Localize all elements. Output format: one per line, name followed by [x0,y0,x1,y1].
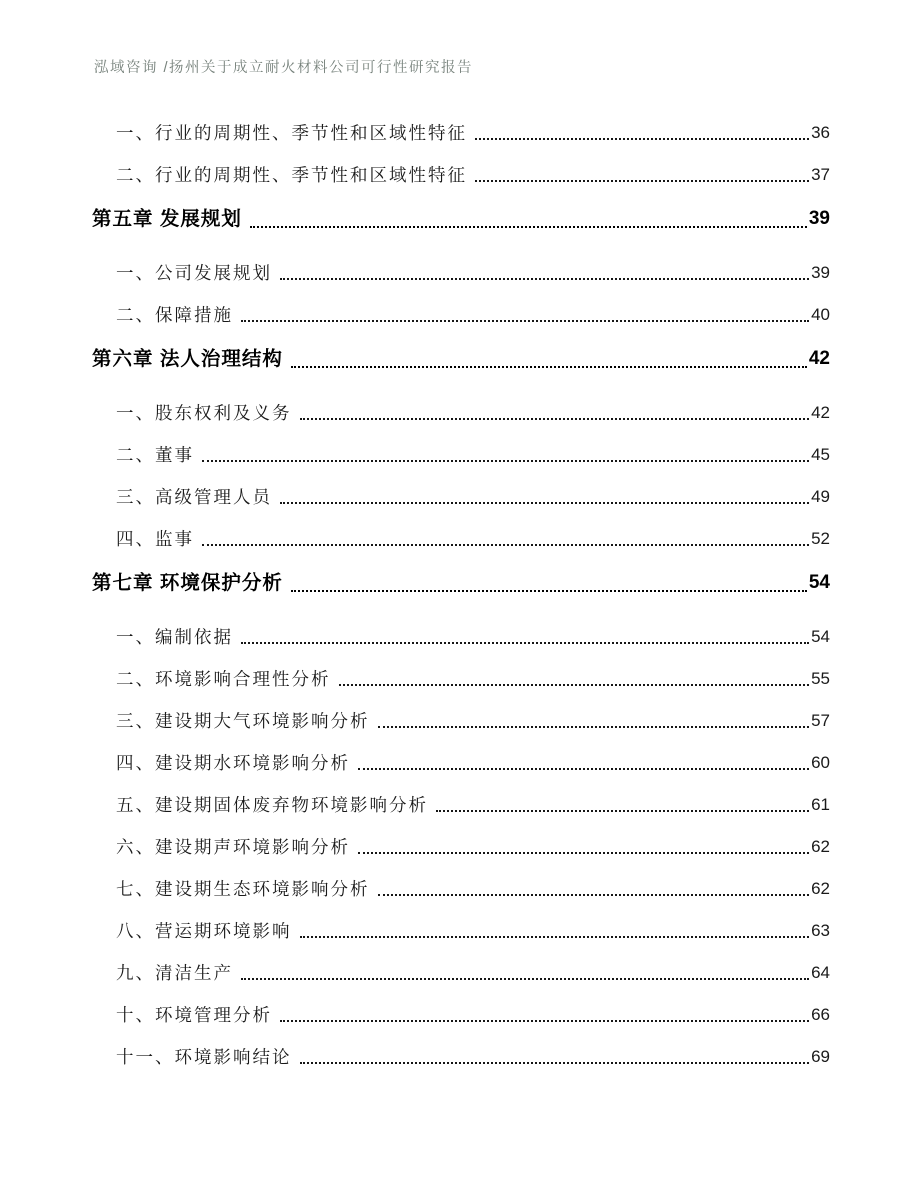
toc-entry-page: 62 [811,879,830,898]
toc-entry-sub[interactable] [92,919,830,943]
toc-entry-label: 二、董事 [116,445,194,465]
toc-entry-page: 60 [811,753,830,772]
toc-entry-sub[interactable] [92,485,830,509]
dotted-leader [241,642,809,644]
dotted-leader [241,320,809,322]
toc-entry-page: 54 [811,627,830,646]
toc-entry-label: 一、行业的周期性、季节性和区域性特征 [116,123,467,143]
toc-entry-label: 九、清洁生产 [116,963,233,983]
toc-entry-label: 二、保障措施 [116,305,233,325]
toc-entry-sub[interactable] [92,793,830,817]
dotted-leader [358,852,809,854]
toc-entry-sub[interactable] [92,401,830,425]
toc-entry-page: 54 [808,572,830,593]
toc-entry-sub[interactable] [92,163,830,187]
toc-entry-sub[interactable] [92,751,830,775]
toc-entry-sub[interactable] [92,527,830,551]
dotted-leader [291,366,807,368]
toc-entry-sub[interactable] [92,443,830,467]
dotted-leader [339,684,810,686]
dotted-leader [291,590,807,592]
toc-entry-label: 第五章 发展规划 [92,208,242,230]
dotted-leader [436,810,809,812]
toc-entry-page: 63 [811,921,830,940]
dotted-leader [358,768,809,770]
toc-entry-page: 45 [811,445,830,464]
toc-entry-sub[interactable] [92,1045,830,1069]
dotted-leader [300,936,810,938]
toc-entry-page: 39 [811,263,830,282]
toc-entry-sub[interactable] [92,877,830,901]
toc-entry-page: 57 [811,711,830,730]
toc-entry-label: 三、高级管理人员 [116,487,272,507]
toc-entry-chapter[interactable] [92,569,830,597]
toc-entry-label: 第六章 法人治理结构 [92,348,283,370]
toc-entry-sub[interactable] [92,121,830,145]
toc-entry-sub[interactable] [92,625,830,649]
toc-entry-sub[interactable] [92,667,830,691]
dotted-leader [202,460,809,462]
toc-entry-page: 69 [811,1047,830,1066]
toc-entry-chapter[interactable] [92,205,830,233]
toc-entry-sub[interactable] [92,835,830,859]
dotted-leader [475,138,809,140]
toc-entry-page: 62 [811,837,830,856]
toc-entry-label: 二、行业的周期性、季节性和区域性特征 [116,165,467,185]
document-header: 泓域咨询 /扬州关于成立耐火材料公司可行性研究报告 [94,60,474,76]
dotted-leader [280,278,809,280]
toc-entry-label: 十一、环境影响结论 [116,1047,292,1067]
toc-entry-sub[interactable] [92,261,830,285]
dotted-leader [202,544,809,546]
toc-entry-label: 一、股东权利及义务 [116,403,292,423]
toc-entry-page: 64 [811,963,830,982]
toc-entry-page: 40 [811,305,830,324]
toc-entry-label: 一、编制依据 [116,627,233,647]
dotted-leader [300,1062,810,1064]
toc-entry-page: 36 [811,123,830,142]
toc-entry-label: 七、建设期生态环境影响分析 [116,879,370,899]
toc-list [92,121,830,1087]
dotted-leader [280,502,809,504]
toc-entry-label: 一、公司发展规划 [116,263,272,283]
dotted-leader [280,1020,809,1022]
toc-entry-label: 四、监事 [116,529,194,549]
toc-entry-page: 39 [808,208,830,229]
toc-entry-label: 六、建设期声环境影响分析 [116,837,350,857]
toc-entry-label: 四、建设期水环境影响分析 [116,753,350,773]
toc-entry-sub[interactable] [92,1003,830,1027]
toc-entry-page: 42 [811,403,830,422]
toc-entry-page: 61 [811,795,830,814]
dotted-leader [241,978,809,980]
toc-entry-page: 42 [808,348,830,369]
toc-entry-label: 八、营运期环境影响 [116,921,292,941]
toc-entry-page: 52 [811,529,830,548]
toc-entry-page: 37 [811,165,830,184]
toc-entry-chapter[interactable] [92,345,830,373]
toc-entry-sub[interactable] [92,709,830,733]
toc-entry-page: 55 [811,669,830,688]
dotted-leader [378,894,810,896]
toc-entry-label: 十、环境管理分析 [116,1005,272,1025]
toc-entry-label: 五、建设期固体废弃物环境影响分析 [116,795,428,815]
dotted-leader [250,226,807,228]
dotted-leader [300,418,810,420]
toc-entry-page: 49 [811,487,830,506]
toc-entry-sub[interactable] [92,303,830,327]
toc-entry-sub[interactable] [92,961,830,985]
toc-entry-label: 第七章 环境保护分析 [92,572,283,594]
toc-entry-page: 66 [811,1005,830,1024]
toc-entry-label: 三、建设期大气环境影响分析 [116,711,370,731]
toc-entry-label: 二、环境影响合理性分析 [116,669,331,689]
dotted-leader [378,726,810,728]
dotted-leader [475,180,809,182]
